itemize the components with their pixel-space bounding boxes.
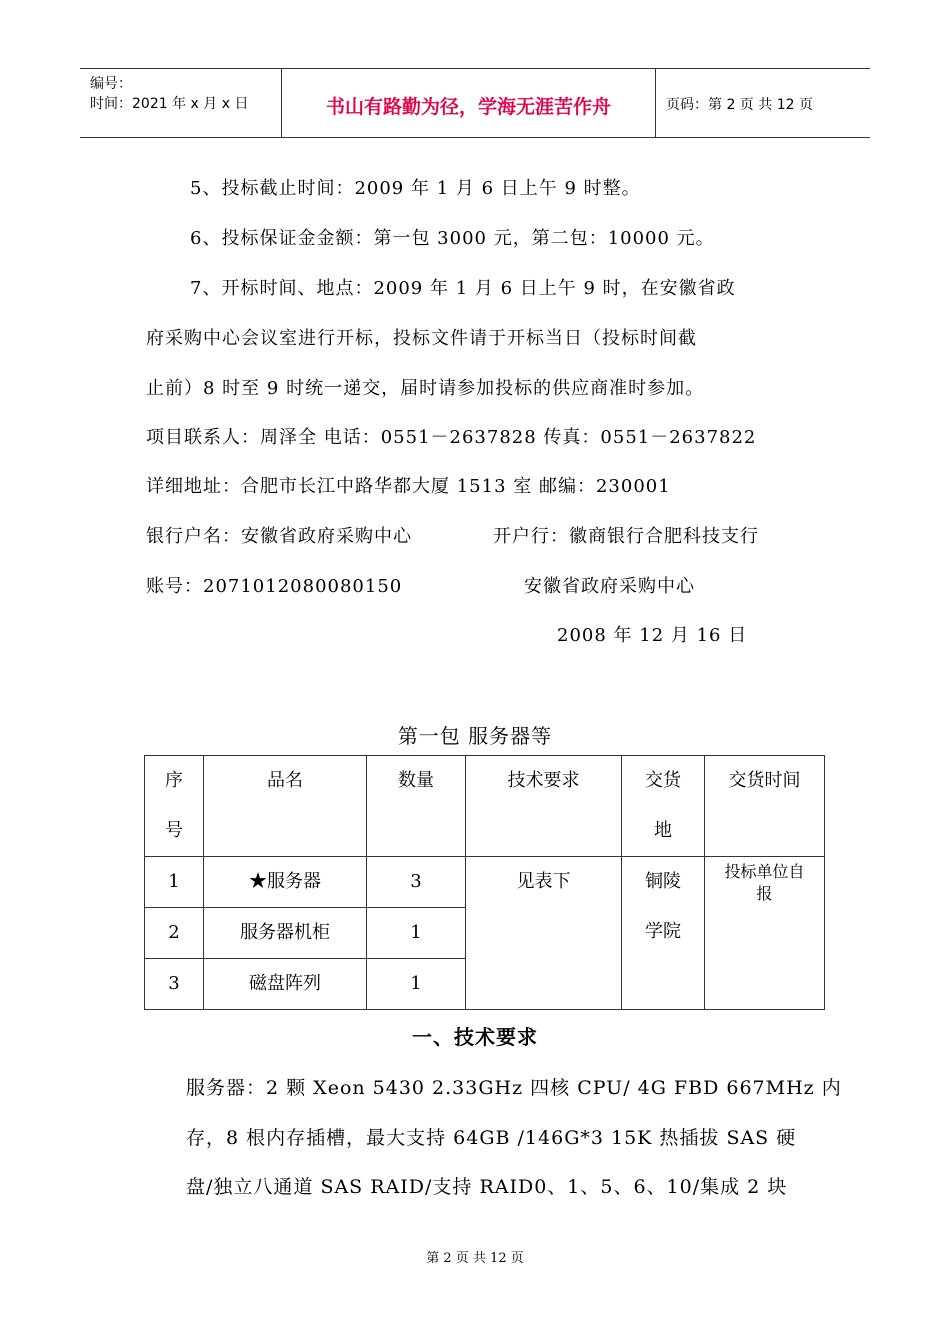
- page-header: [80, 68, 870, 138]
- row-name: ★服务器: [204, 857, 367, 908]
- issuing-org: 安徽省政府采购中心: [524, 576, 695, 597]
- time-cell: [705, 857, 825, 1010]
- header-meta: [80, 69, 282, 137]
- place-top: 铜陵: [645, 871, 681, 892]
- spec-line-2: 存，8 根内存插槽，最大支持 64GB /146G*3 15K 热插拔 SAS 硬: [186, 1127, 797, 1149]
- section-title: 一、技术要求: [412, 1025, 538, 1049]
- time-text: [705, 857, 824, 905]
- contact-line: 项目联系人：周泽全 电话：0551－2637828 传真：0551－2637822: [146, 427, 757, 448]
- time-label: 时间：2021 年 x 月 x 日: [90, 96, 249, 112]
- deposit-line: 6、投标保证金金额：第一包 3000 元，第二包：10000 元。: [190, 228, 715, 249]
- header-motto-cell: [282, 69, 656, 137]
- header-page-cell: [656, 69, 870, 137]
- address-line: 详细地址：合肥市长江中路华都大厦 1513 室 邮编：230001: [146, 476, 671, 497]
- row-qty: 1: [367, 908, 466, 959]
- deadline-line: 5、投标截止时间：2009 年 1 月 6 日上午 9 时整。: [190, 178, 641, 199]
- opening-line-2: 府采购中心会议室进行开标，投标文件请于开标当日（投标时间截: [146, 328, 697, 349]
- place-bottom: 学院: [645, 921, 681, 942]
- header-motto: 书山有路勤为径，学海无涯苦作舟: [325, 96, 611, 118]
- bank-name: 银行户名：安徽省政府采购中心: [146, 526, 412, 547]
- opening-line-1: 7、开标时间、地点：2009 年 1 月 6 日上午 9 时，在安徽省政: [190, 278, 736, 299]
- time-bottom: 报: [756, 884, 773, 903]
- spec-line-1: 服务器：2 颗 Xeon 5430 2.33GHz 四核 CPU/ 4G FBD 667MHz 内: [186, 1077, 842, 1099]
- row-seq: 3: [145, 959, 204, 1010]
- header-seq-bottom: 号: [165, 820, 183, 841]
- row-seq: 1: [145, 857, 204, 908]
- account-number: 账号：207101208008015​0: [146, 576, 403, 597]
- page-indicator: 页码：第 2 页 共 12 页: [666, 97, 813, 113]
- package-title: 第一包 服务器等: [397, 724, 553, 748]
- tech-cell: 见表下: [466, 857, 622, 1010]
- header-time: 交货时间: [705, 756, 825, 857]
- header-seq-top: 序: [165, 770, 183, 791]
- table-header-row: [145, 756, 825, 857]
- header-qty: 数量: [367, 756, 466, 857]
- row-seq: 2: [145, 908, 204, 959]
- bank-branch: 开户行：徽商银行合肥科技支行: [493, 526, 759, 547]
- row-qty: 1: [367, 959, 466, 1010]
- spec-line-3: 盘/独立八通道 SAS RAID/支持 RAID0、1、5、6、10/集成 2 块: [186, 1176, 788, 1198]
- header-name: 品名: [204, 756, 367, 857]
- place-cell: [622, 857, 705, 1010]
- header-place-bottom: 地: [654, 820, 672, 841]
- opening-line-3: 止前）8 时至 9 时统一递交，届时请参加投标的供应商准时参加。: [146, 378, 705, 399]
- row-qty: 3: [367, 857, 466, 908]
- issue-date: 2008 年 12 月 16 日: [557, 625, 748, 646]
- row-name: 服务器机柜: [204, 908, 367, 959]
- page-footer: 第 2 页 共 12 页: [426, 1251, 524, 1266]
- time-top: 投标单位自: [724, 862, 805, 881]
- header-tech: 技术要求: [466, 756, 622, 857]
- header-place-top: 交货: [645, 770, 681, 791]
- header-seq: [145, 756, 204, 857]
- items-table: [144, 755, 825, 1010]
- row-name: 磁盘阵列: [204, 959, 367, 1010]
- table-row: [145, 857, 825, 908]
- header-place: [622, 756, 705, 857]
- number-label: 编号：: [90, 76, 132, 92]
